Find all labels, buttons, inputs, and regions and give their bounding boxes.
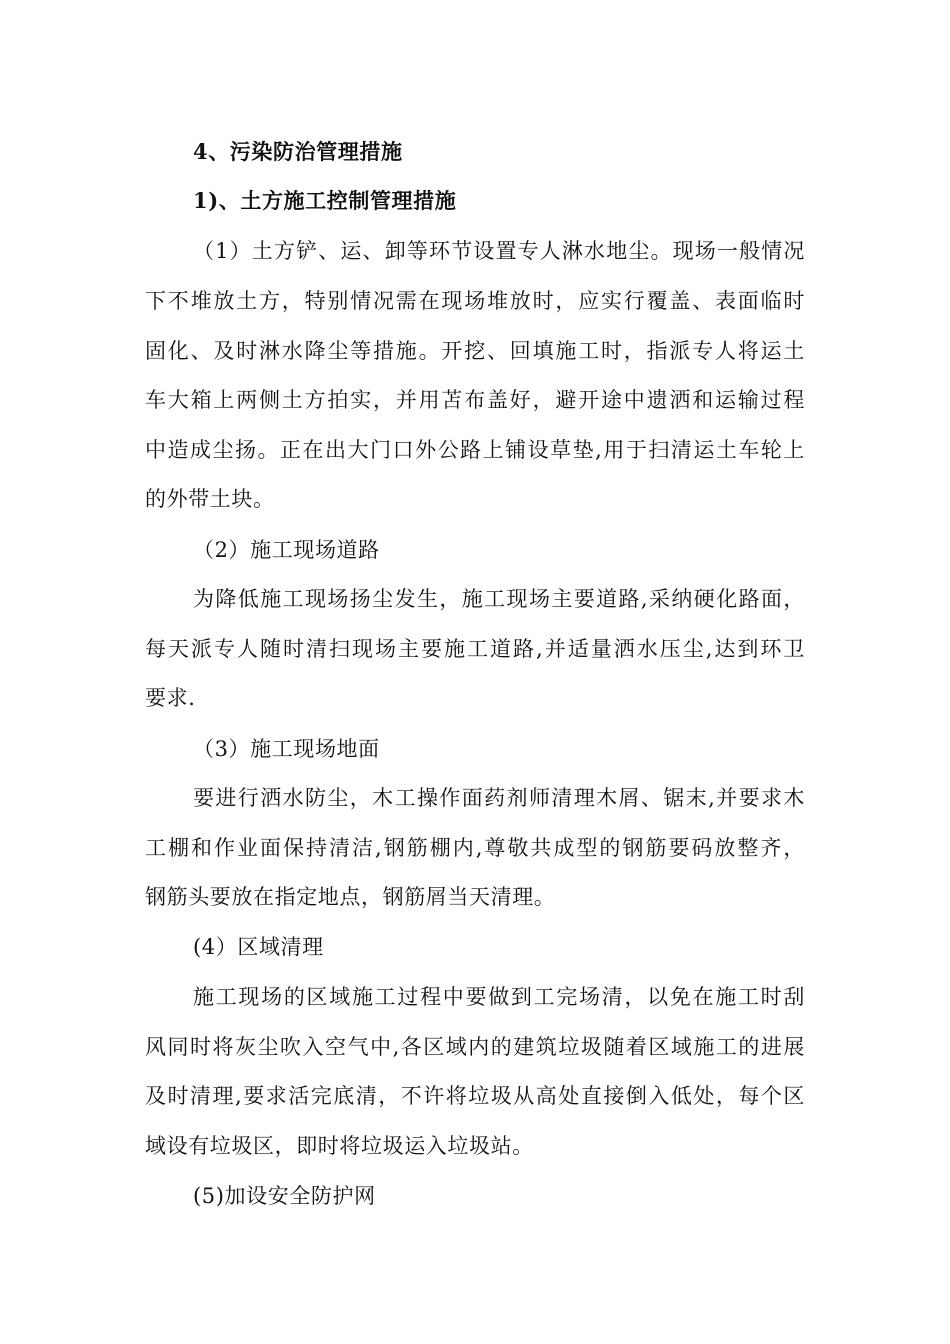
paragraph-line: 风同时将灰尘吹入空气中,各区域内的建筑垃圾随着区域施工的进展	[145, 1035, 805, 1059]
paragraph-line: 施工现场的区域施工过程中要做到工完场清，以免在施工时刮	[193, 985, 805, 1009]
item-title-3: （3）施工现场地面	[193, 737, 380, 761]
paragraph-line: 及时清理,要求活完底清，不许将垃圾从高处直接倒入低处，每个区	[145, 1084, 805, 1108]
item-title-4: (4）区域清理	[193, 935, 324, 959]
item-title-5: (5)加设安全防护网	[193, 1184, 376, 1208]
paragraph-line: （1）土方铲、运、卸等环节设置专人淋水地尘。现场一般情况	[193, 239, 805, 263]
paragraph-line: 每天派专人随时清扫现场主要施工道路,并适量洒水压尘,达到环卫	[145, 637, 805, 661]
item-title-2: （2）施工现场道路	[193, 538, 380, 562]
section-heading-4: 4、污染防治管理措施	[193, 139, 403, 164]
paragraph-line: 工棚和作业面保持清洁,钢筋棚内,尊敬共成型的钢筋要码放整齐，	[145, 836, 805, 860]
subsection-heading-1: 1)、土方施工控制管理措施	[193, 188, 457, 213]
paragraph-line: 要求.	[145, 686, 196, 710]
paragraph-line: 为降低施工现场扬尘发生，施工现场主要道路,采纳硬化路面，	[193, 587, 805, 611]
paragraph-line: 域设有垃圾区，即时将垃圾运入垃圾站。	[145, 1134, 534, 1158]
paragraph-line: 中造成尘扬。正在出大门口外公路上铺设草垫,用于扫清运土车轮上	[145, 438, 805, 462]
paragraph-line: 下不堆放土方，特别情况需在现场堆放时，应实行覆盖、表面临时	[145, 289, 805, 313]
paragraph-line: 的外带土块。	[145, 487, 275, 511]
paragraph-line: 固化、及时淋水降尘等措施。开挖、回填施工时，指派专人将运土	[145, 339, 805, 363]
paragraph-line: 车大箱上两侧土方拍实，并用苫布盖好，避开途中遗洒和运输过程	[145, 388, 805, 412]
paragraph-line: 钢筋头要放在指定地点，钢筋屑当天清理。	[145, 885, 556, 909]
paragraph-line: 要进行洒水防尘，木工操作面药剂师清理木屑、锯末,并要求木	[193, 786, 805, 810]
